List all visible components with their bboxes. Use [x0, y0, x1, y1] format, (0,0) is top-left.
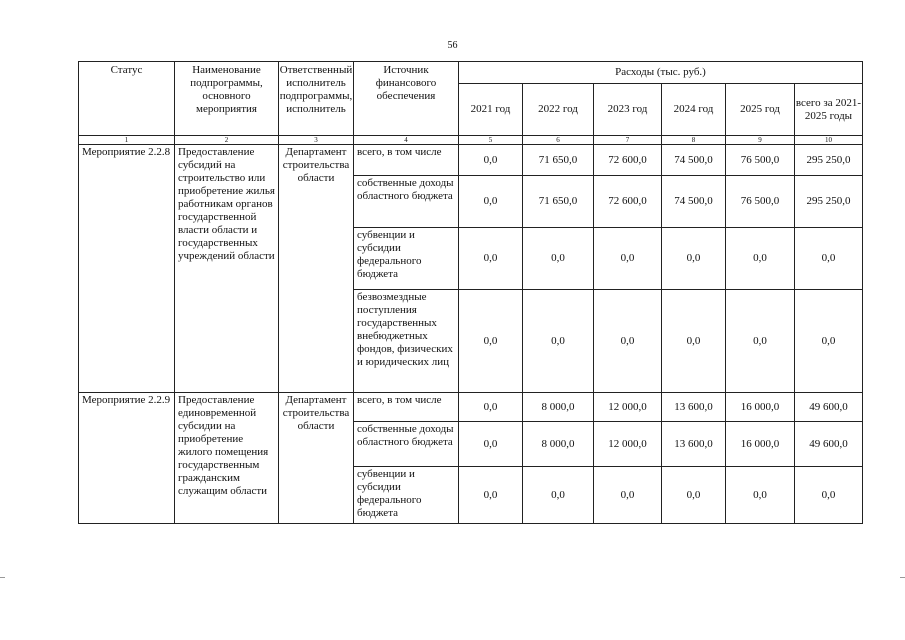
expense-value: 0,0 — [523, 228, 594, 290]
expense-value: 16 000,0 — [726, 393, 795, 422]
page-number: 56 — [447, 40, 458, 51]
expense-value: 13 600,0 — [662, 422, 726, 467]
expense-value: 0,0 — [594, 228, 662, 290]
expense-value: 0,0 — [795, 467, 863, 524]
column-number: 3 — [279, 136, 354, 145]
expense-value: 72 600,0 — [594, 145, 662, 176]
column-number: 4 — [354, 136, 459, 145]
header-expenses: Расходы (тыс. руб.) — [459, 62, 863, 84]
expense-value: 0,0 — [459, 393, 523, 422]
expense-value: 0,0 — [726, 290, 795, 393]
header-responsible: Ответственный исполнитель подпрограммы, исполнитель — [279, 62, 354, 136]
column-number: 2 — [175, 136, 279, 145]
expense-value: 0,0 — [459, 176, 523, 228]
expense-value: 0,0 — [662, 228, 726, 290]
column-number: 1 — [79, 136, 175, 145]
expense-value: 0,0 — [594, 467, 662, 524]
column-number: 9 — [726, 136, 795, 145]
header-name: Наименование подпрограммы, основного мероприятия — [175, 62, 279, 136]
expense-value: 49 600,0 — [795, 422, 863, 467]
header-total: всего за 2021-2025 годы — [795, 84, 863, 136]
expense-value: 74 500,0 — [662, 145, 726, 176]
expense-value: 71 650,0 — [523, 145, 594, 176]
table-row — [79, 393, 863, 422]
measure-name: Предоставление единовременной субсидии на приобретение жилого помещения государственным гражданским служащим области — [175, 393, 279, 524]
expense-value: 12 000,0 — [594, 422, 662, 467]
header-year-2023: 2023 год — [594, 84, 662, 136]
expense-value: 0,0 — [523, 467, 594, 524]
funding-source: субвенции и субсидии федерального бюджета — [354, 467, 459, 524]
expense-value: 74 500,0 — [662, 176, 726, 228]
column-number-row — [79, 136, 863, 145]
expenses-table — [78, 61, 863, 524]
expense-value: 13 600,0 — [662, 393, 726, 422]
header-source: Источник финансового обеспечения — [354, 62, 459, 136]
funding-source: субвенции и субсидии федерального бюджета — [354, 228, 459, 290]
measure-status: Мероприятие 2.2.8 — [79, 145, 175, 393]
header-year-2024: 2024 год — [662, 84, 726, 136]
page-edge-mark — [900, 577, 905, 578]
expense-value: 0,0 — [459, 145, 523, 176]
measure-responsible: Департамент строительства области — [279, 145, 354, 393]
column-number: 10 — [795, 136, 863, 145]
column-number: 8 — [662, 136, 726, 145]
funding-source: всего, в том числе — [354, 393, 459, 422]
header-year-2022: 2022 год — [523, 84, 594, 136]
funding-source: собственные доходы областного бюджета — [354, 176, 459, 228]
header-year-2025: 2025 год — [726, 84, 795, 136]
header-year-2021: 2021 год — [459, 84, 523, 136]
expense-value: 0,0 — [459, 422, 523, 467]
expense-value: 12 000,0 — [594, 393, 662, 422]
table-row — [79, 145, 863, 176]
header-status: Статус — [79, 62, 175, 136]
column-number: 5 — [459, 136, 523, 145]
column-number: 6 — [523, 136, 594, 145]
page-edge-mark — [0, 577, 5, 578]
funding-source: всего, в том числе — [354, 145, 459, 176]
expense-value: 71 650,0 — [523, 176, 594, 228]
funding-source: собственные доходы областного бюджета — [354, 422, 459, 467]
expense-value: 295 250,0 — [795, 145, 863, 176]
expense-value: 0,0 — [594, 290, 662, 393]
expense-value: 76 500,0 — [726, 176, 795, 228]
measure-responsible: Департамент строительства области — [279, 393, 354, 524]
expense-value: 0,0 — [459, 467, 523, 524]
expense-value: 8 000,0 — [523, 422, 594, 467]
expense-value: 0,0 — [523, 290, 594, 393]
expense-value: 72 600,0 — [594, 176, 662, 228]
expense-value: 8 000,0 — [523, 393, 594, 422]
expense-value: 0,0 — [459, 228, 523, 290]
expense-value: 76 500,0 — [726, 145, 795, 176]
expense-value: 0,0 — [795, 228, 863, 290]
measure-name: Предоставление субсидий на строительство или приобретение жилья работникам органов государственной власти области и государственных учреждений области — [175, 145, 279, 393]
expense-value: 0,0 — [795, 290, 863, 393]
measure-status: Мероприятие 2.2.9 — [79, 393, 175, 524]
expense-value: 295 250,0 — [795, 176, 863, 228]
expense-value: 0,0 — [662, 467, 726, 524]
expense-value: 0,0 — [459, 290, 523, 393]
expense-value: 16 000,0 — [726, 422, 795, 467]
funding-source: безвозмездные поступления государственных внебюджетных фондов, физических и юридических лиц — [354, 290, 459, 393]
expense-value: 0,0 — [662, 290, 726, 393]
expense-value: 0,0 — [726, 228, 795, 290]
column-number: 7 — [594, 136, 662, 145]
expense-value: 0,0 — [726, 467, 795, 524]
expense-value: 49 600,0 — [795, 393, 863, 422]
